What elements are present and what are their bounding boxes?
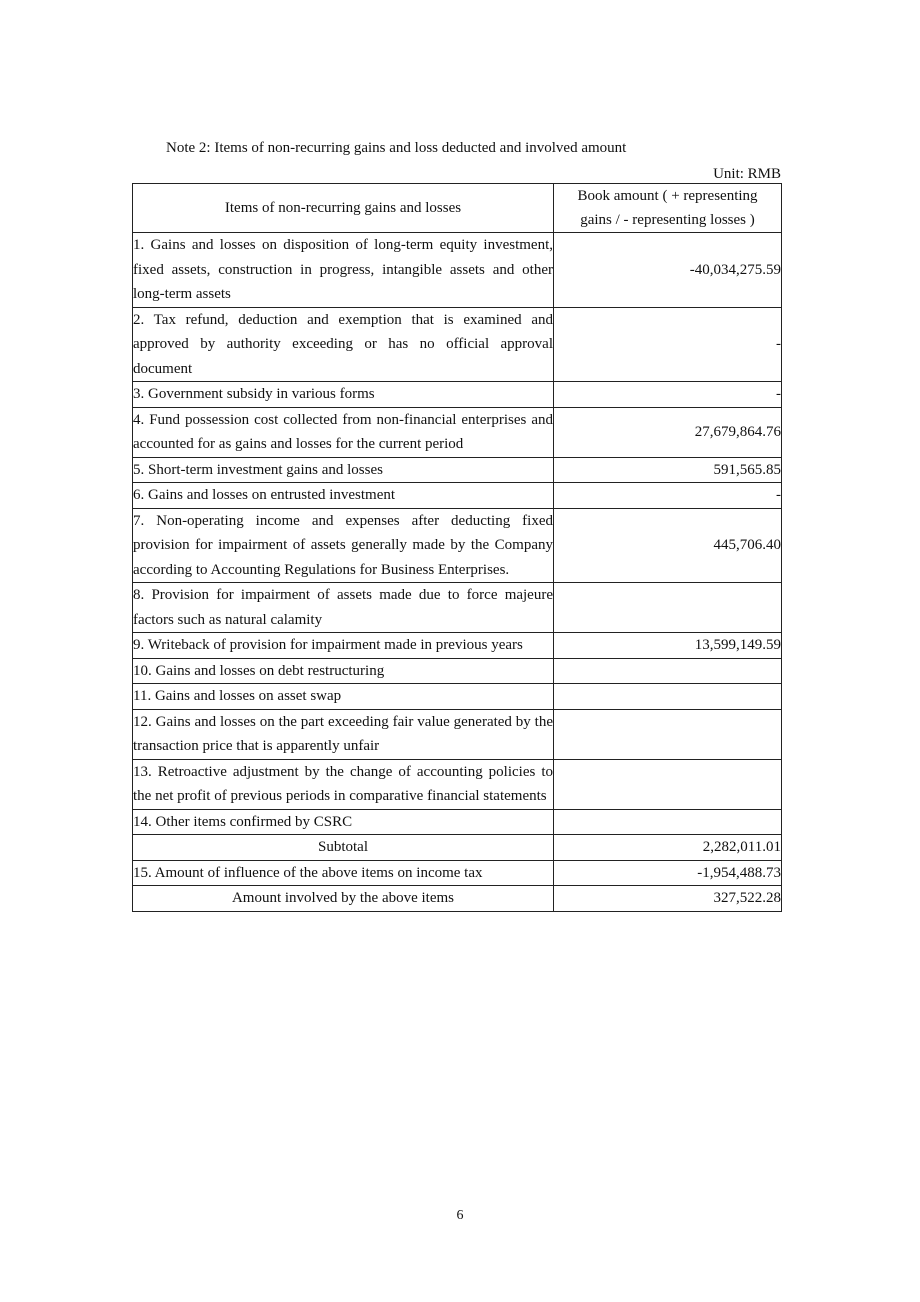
header-amount: [554, 184, 782, 233]
row-amount: 13,599,149.59: [554, 633, 782, 659]
page-number: 6: [456, 1208, 464, 1223]
row-item: 7. Non-operating income and expenses after deducting fixed provision for impairment of assets generally made by the Company according to Accounting Regulations for Business Enterprises.: [133, 508, 554, 583]
unit-label: Unit: RMB: [713, 166, 781, 182]
header-amount-line1: Book amount ( + representing: [577, 188, 758, 204]
total-row: [133, 886, 782, 912]
table-row: [133, 809, 782, 835]
row-item: 6. Gains and losses on entrusted investment: [133, 483, 554, 509]
table-row: [133, 307, 782, 382]
table-row: [133, 407, 782, 457]
table-row: [133, 583, 782, 633]
row-amount: [554, 709, 782, 759]
note-title: Note 2: Items of non-recurring gains and loss deducted and involved amount: [166, 140, 627, 156]
row-item: 14. Other items confirmed by CSRC: [133, 809, 554, 835]
subtotal-row: [133, 835, 782, 861]
total-label: Amount involved by the above items: [133, 886, 554, 912]
income-tax-label: 15. Amount of influence of the above items on income tax: [133, 860, 554, 886]
table-row: [133, 233, 782, 308]
row-amount: -: [554, 382, 782, 408]
table-row: [133, 658, 782, 684]
header-item: Items of non-recurring gains and losses: [133, 184, 554, 233]
non-recurring-items-table: [132, 183, 782, 912]
row-amount: 27,679,864.76: [554, 407, 782, 457]
row-item: 12. Gains and losses on the part exceeding fair value generated by the transaction price that is apparently unfair: [133, 709, 554, 759]
row-item: 11. Gains and losses on asset swap: [133, 684, 554, 710]
row-item: 2. Tax refund, deduction and exemption that is examined and approved by authority exceeding or has no official approval document: [133, 307, 554, 382]
row-item: 4. Fund possession cost collected from non-financial enterprises and accounted for as gains and losses for the current period: [133, 407, 554, 457]
table-row: [133, 508, 782, 583]
subtotal-label: Subtotal: [133, 835, 554, 861]
income-tax-row: [133, 860, 782, 886]
row-amount: [554, 658, 782, 684]
row-amount: 591,565.85: [554, 457, 782, 483]
income-tax-amount: -1,954,488.73: [554, 860, 782, 886]
row-item: 13. Retroactive adjustment by the change of accounting policies to the net profit of previous periods in comparative financial statements: [133, 759, 554, 809]
table-row: [133, 684, 782, 710]
table-row: [133, 457, 782, 483]
total-amount: 327,522.28: [554, 886, 782, 912]
table-row: [133, 382, 782, 408]
table-row: [133, 633, 782, 659]
table-row: [133, 483, 782, 509]
row-amount: [554, 684, 782, 710]
header-amount-line2: gains / - representing losses ): [580, 212, 755, 228]
row-amount: [554, 809, 782, 835]
row-amount: [554, 583, 782, 633]
row-amount: 445,706.40: [554, 508, 782, 583]
row-amount: [554, 759, 782, 809]
row-item: 10. Gains and losses on debt restructuring: [133, 658, 554, 684]
row-amount: -: [554, 307, 782, 382]
row-amount: -40,034,275.59: [554, 233, 782, 308]
row-item: 5. Short-term investment gains and losses: [133, 457, 554, 483]
row-amount: -: [554, 483, 782, 509]
row-item: 8. Provision for impairment of assets made due to force majeure factors such as natural calamity: [133, 583, 554, 633]
row-item: 9. Writeback of provision for impairment made in previous years: [133, 633, 554, 659]
table-row: [133, 709, 782, 759]
subtotal-amount: 2,282,011.01: [554, 835, 782, 861]
row-item: 1. Gains and losses on disposition of long-term equity investment, fixed assets, construction in progress, intangible assets and other long-term assets: [133, 233, 554, 308]
row-item: 3. Government subsidy in various forms: [133, 382, 554, 408]
table-row: [133, 759, 782, 809]
table-header-row: [133, 184, 782, 233]
